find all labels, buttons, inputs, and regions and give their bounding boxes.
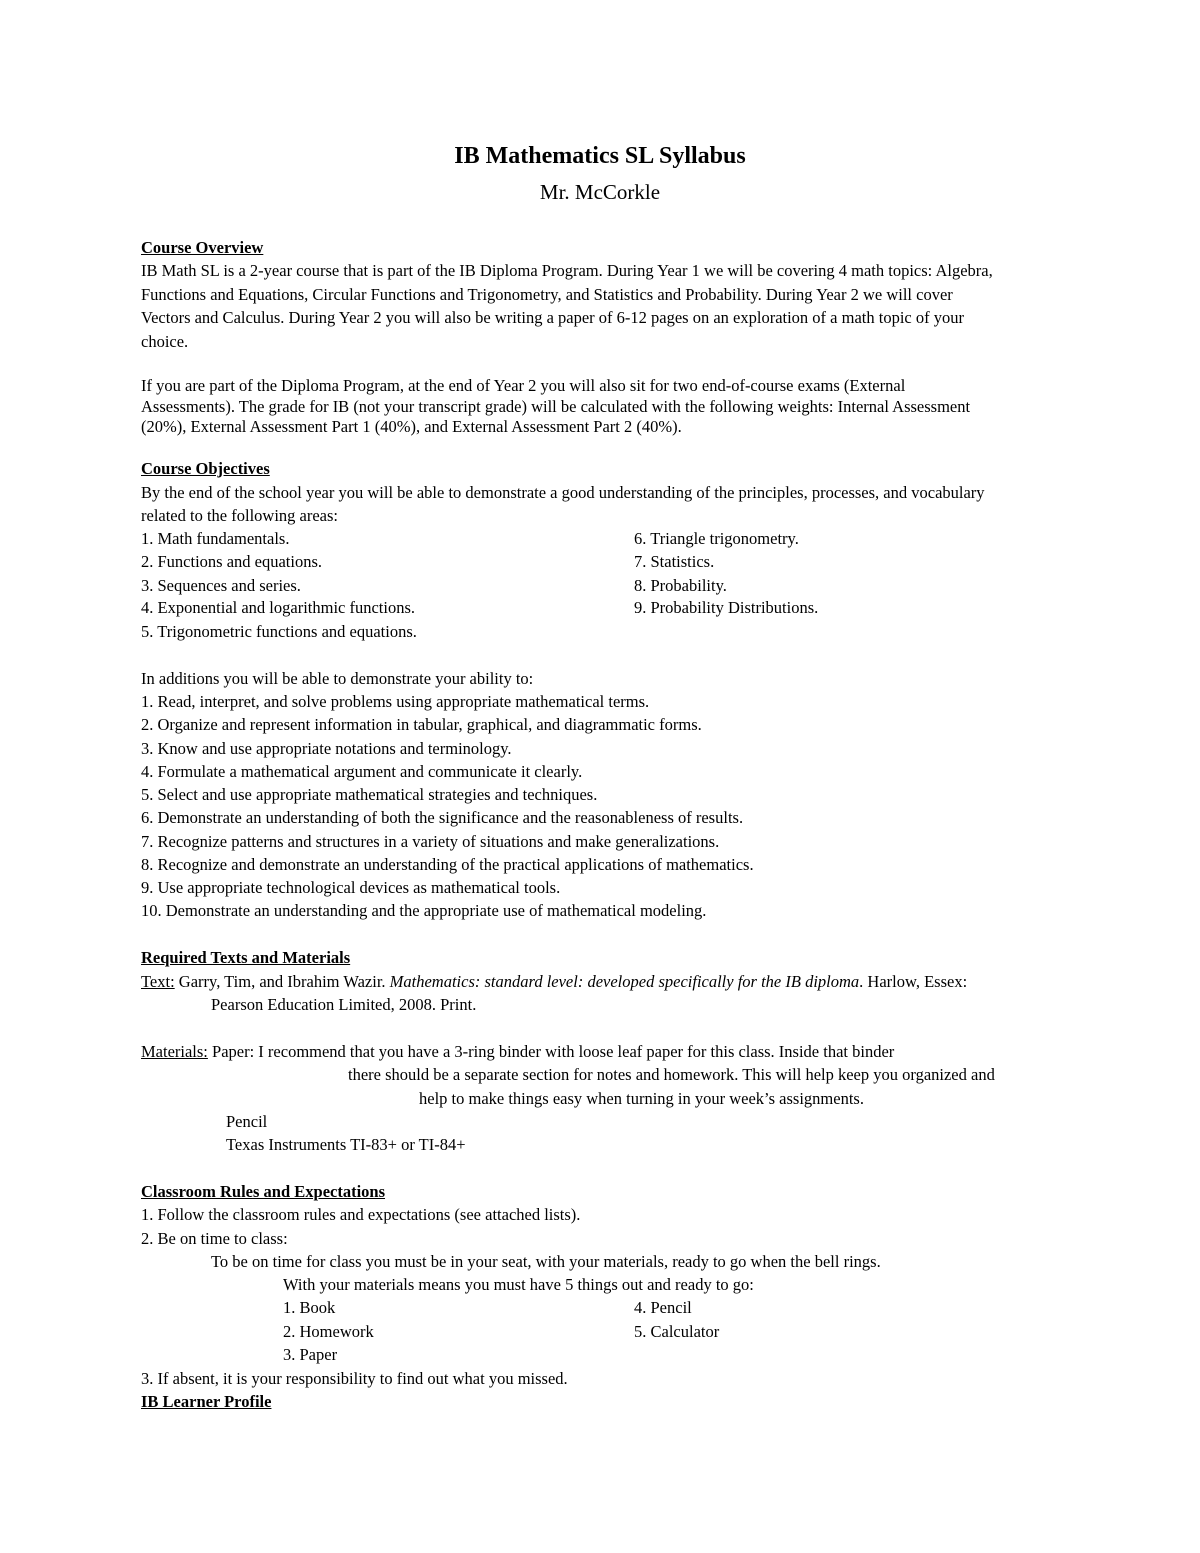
list-item: 10. Demonstrate an understanding and the appropriate use of mathematical modeling. [141,901,707,920]
text-publisher: . Harlow, Essex: [859,972,968,991]
text-authors: Garry, Tim, and Ibrahim Wazir. [174,972,390,991]
text-label: Text: [141,972,175,991]
materials-heading: Required Texts and Materials [141,948,351,967]
list-item: 7. Statistics. [634,552,715,571]
overview-line: choice. [141,332,189,351]
objectives-intro: By the end of the school year you will be able to demonstrate a good understanding of the principles, processes, and vocabulary [141,483,985,502]
materials-label: Materials: [141,1042,208,1061]
list-item: 2. Homework [283,1322,374,1341]
overview-line: Assessments). The grade for IB (not your transcript grade) will be calculated with the following weights: Internal Assessment [141,397,971,416]
list-item: 4. Pencil [634,1298,692,1317]
list-item: 5. Trigonometric functions and equations. [141,622,417,641]
list-item: 5. Calculator [634,1322,720,1341]
objectives-intro: related to the following areas: [141,506,339,525]
overview-heading: Course Overview [141,238,264,257]
list-item: 6. Triangle trigonometry. [634,529,799,548]
text-publisher-line: Pearson Education Limited, 2008. Print. [211,995,477,1014]
list-item: 4. Exponential and logarithmic functions. [141,598,416,617]
material-pencil: Pencil [226,1112,268,1131]
overview-line: (20%), External Assessment Part 1 (40%), and External Assessment Part 2 (40%). [141,417,682,436]
list-item: 1. Book [283,1298,336,1317]
list-item: 9. Probability Distributions. [634,598,819,617]
list-item: 3. Paper [283,1345,338,1364]
list-item: 2. Be on time to class: [141,1229,288,1248]
list-item: 2. Organize and represent information in tabular, graphical, and diagrammatic forms. [141,715,702,734]
rule-detail: To be on time for class you must be in your seat, with your materials, ready to go when the bell rings. [211,1252,881,1271]
material-calculator: Texas Instruments TI-83+ or TI-84+ [226,1135,466,1154]
text-citation [141,971,967,993]
list-item: 1. Follow the classroom rules and expectations (see attached lists). [141,1205,581,1224]
overview-line: IB Math SL is a 2-year course that is part of the IB Diploma Program. During Year 1 we will be covering 4 math topics: Algebra, [141,261,993,280]
list-item: 3. Know and use appropriate notations and terminology. [141,739,512,758]
text-title: Mathematics: standard level: developed specifically for the IB diploma [389,972,860,991]
paper-line: there should be a separate section for notes and homework. This will help keep you organized and [348,1065,995,1084]
list-item: 1. Math fundamentals. [141,529,290,548]
list-item: 6. Demonstrate an understanding of both the significance and the reasonableness of results. [141,808,744,827]
rule-detail: With your materials means you must have 5 things out and ready to go: [283,1275,754,1294]
teacher-name: Mr. McCorkle [539,180,661,204]
overview-line: Vectors and Calculus. During Year 2 you will also be writing a paper of 6-12 pages on an exploration of a math topic of your [141,308,964,327]
list-item: 2. Functions and equations. [141,552,323,571]
rules-heading: Classroom Rules and Expectations [141,1182,386,1201]
overview-line: If you are part of the Diploma Program, at the end of Year 2 you will also sit for two end-of-course exams (External [141,376,906,395]
objectives-heading: Course Objectives [141,459,270,478]
materials-paper [141,1041,894,1063]
list-item: 7. Recognize patterns and structures in a variety of situations and make generalizations. [141,832,720,851]
abilities-intro: In additions you will be able to demonstrate your ability to: [141,669,534,688]
list-item: 9. Use appropriate technological devices as mathematical tools. [141,878,561,897]
list-item: 5. Select and use appropriate mathematical strategies and techniques. [141,785,598,804]
list-item: 3. Sequences and series. [141,576,301,595]
page-title: IB Mathematics SL Syllabus [454,143,746,169]
overview-line: Functions and Equations, Circular Functions and Trigonometry, and Statistics and Probability. During Year 2 we will cover [141,285,953,304]
paper-line: Paper: I recommend that you have a 3-ring binder with loose leaf paper for this class. Inside that binder [207,1042,895,1061]
list-item: 8. Recognize and demonstrate an understanding of the practical applications of mathematics. [141,855,754,874]
list-item: 8. Probability. [634,576,727,595]
list-item: 3. If absent, it is your responsibility to find out what you missed. [141,1369,568,1388]
list-item: 1. Read, interpret, and solve problems using appropriate mathematical terms. [141,692,650,711]
learner-profile-heading: IB Learner Profile [141,1392,272,1411]
list-item: 4. Formulate a mathematical argument and communicate it clearly. [141,762,583,781]
paper-line: help to make things easy when turning in your week’s assignments. [419,1089,864,1108]
